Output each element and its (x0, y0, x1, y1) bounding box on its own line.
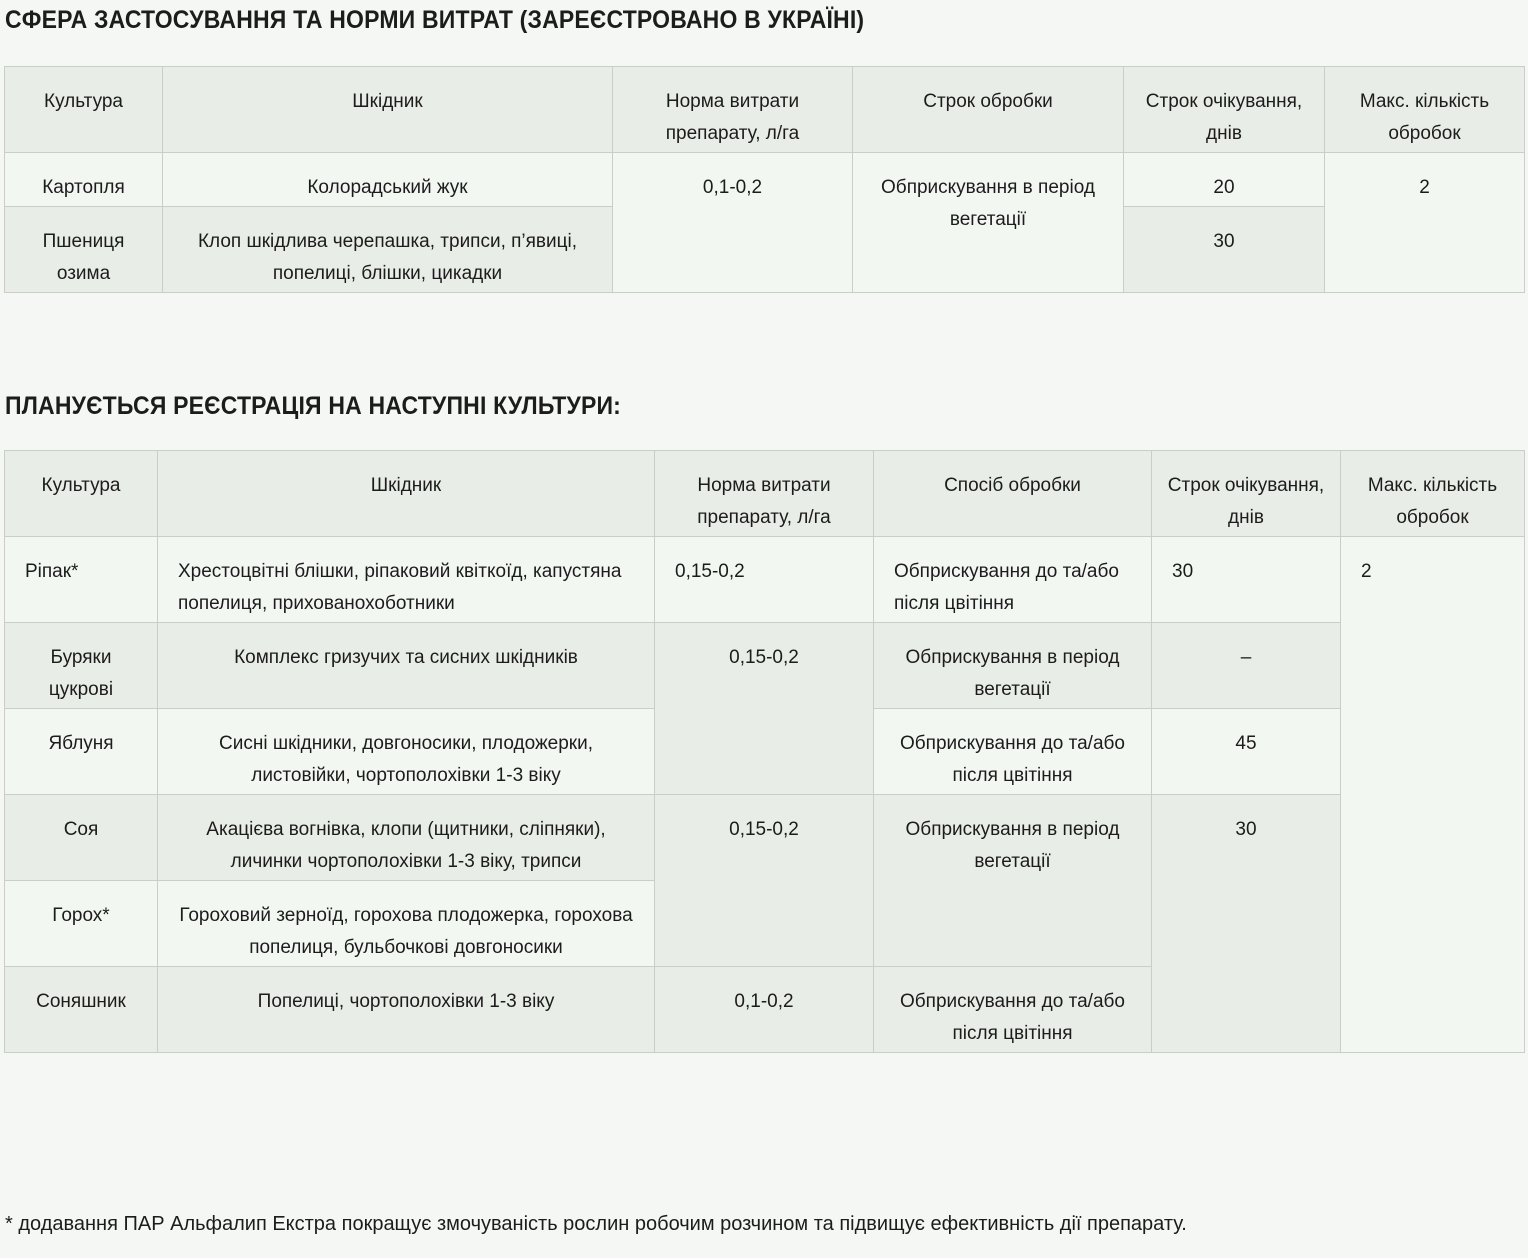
table-row (5, 153, 1525, 207)
header-max: Макс. кількість обробок (1341, 451, 1525, 537)
header-culture: Культура (5, 451, 158, 537)
cell-culture: Горох* (5, 881, 158, 967)
cell-method: Обприскування до та/або після цвітіння (874, 537, 1152, 623)
header-culture: Культура (5, 67, 163, 153)
cell-method: Обприскування до та/або після цвітіння (874, 709, 1152, 795)
cell-waiting: 20 (1124, 153, 1325, 207)
cell-waiting: 30 (1152, 795, 1341, 1053)
header-rate: Норма витрати препарату, л/га (613, 67, 853, 153)
cell-rate: 0,15-0,2 (655, 795, 874, 967)
registered-table (4, 66, 1525, 293)
cell-culture: Соняшник (5, 967, 158, 1053)
cell-max: 2 (1341, 537, 1525, 1053)
cell-method: Обприскування до та/або після цвітіння (874, 967, 1152, 1053)
cell-pest: Хрестоцвітні блішки, ріпаковий квіткоїд, капустяна попелиця, прихованохоботники (158, 537, 655, 623)
cell-culture: Пшениця озима (5, 207, 163, 293)
cell-timing: Обприскування в період вегетації (853, 153, 1124, 293)
header-rate: Норма витрати препарату, л/га (655, 451, 874, 537)
cell-rate: 0,1-0,2 (655, 967, 874, 1053)
table-header-row (5, 67, 1525, 153)
cell-pest: Колорадський жук (163, 153, 613, 207)
table-row (5, 537, 1525, 623)
cell-method: Обприскування в період вегетації (874, 795, 1152, 967)
header-waiting: Строк очікування, днів (1124, 67, 1325, 153)
cell-pest: Сисні шкідники, довгоносики, плодожерки, листовійки, чортополохівки 1-3 віку (158, 709, 655, 795)
header-timing: Строк обробки (853, 67, 1124, 153)
cell-pest: Попелиці, чортополохівки 1-3 віку (158, 967, 655, 1053)
cell-waiting: 30 (1124, 207, 1325, 293)
section2-title: ПЛАНУЄТЬСЯ РЕЄСТРАЦІЯ НА НАСТУПНІ КУЛЬТУРИ: (5, 392, 622, 420)
cell-max: 2 (1325, 153, 1525, 293)
cell-waiting: 45 (1152, 709, 1341, 795)
cell-waiting: 30 (1152, 537, 1341, 623)
cell-pest: Акацієва вогнівка, клопи (щитники, сліпняки), личинки чортополохівки 1-3 віку, трипси (158, 795, 655, 881)
section1-title: СФЕРА ЗАСТОСУВАННЯ ТА НОРМИ ВИТРАТ (ЗАРЕЄСТРОВАНО В УКРАЇНІ) (5, 6, 865, 34)
cell-waiting: – (1152, 623, 1341, 709)
cell-culture: Соя (5, 795, 158, 881)
cell-pest: Клоп шкідлива черепашка, трипси, п’явиці, попелиці, блішки, цикадки (163, 207, 613, 293)
footnote: * додавання ПАР Альфалип Екстра покращує змочуваність рослин робочим розчином та підвищує ефективність дії препарату. (5, 1213, 1187, 1235)
cell-culture: Буряки цукрові (5, 623, 158, 709)
header-waiting: Строк очікування, днів (1152, 451, 1341, 537)
cell-method: Обприскування в період вегетації (874, 623, 1152, 709)
cell-culture: Ріпак* (5, 537, 158, 623)
cell-pest: Гороховий зерноїд, горохова плодожерка, горохова попелиця, бульбочкові довгоносики (158, 881, 655, 967)
planned-table (4, 450, 1525, 1053)
header-pest: Шкідник (158, 451, 655, 537)
cell-rate: 0,15-0,2 (655, 537, 874, 623)
header-pest: Шкідник (163, 67, 613, 153)
header-max: Макс. кількість обробок (1325, 67, 1525, 153)
cell-culture: Картопля (5, 153, 163, 207)
table-row (5, 623, 1525, 709)
header-method: Спосіб обробки (874, 451, 1152, 537)
cell-rate: 0,15-0,2 (655, 623, 874, 795)
cell-rate: 0,1-0,2 (613, 153, 853, 293)
table-header-row (5, 451, 1525, 537)
cell-pest: Комплекс гризучих та сисних шкідників (158, 623, 655, 709)
cell-culture: Яблуня (5, 709, 158, 795)
table-row (5, 795, 1525, 881)
